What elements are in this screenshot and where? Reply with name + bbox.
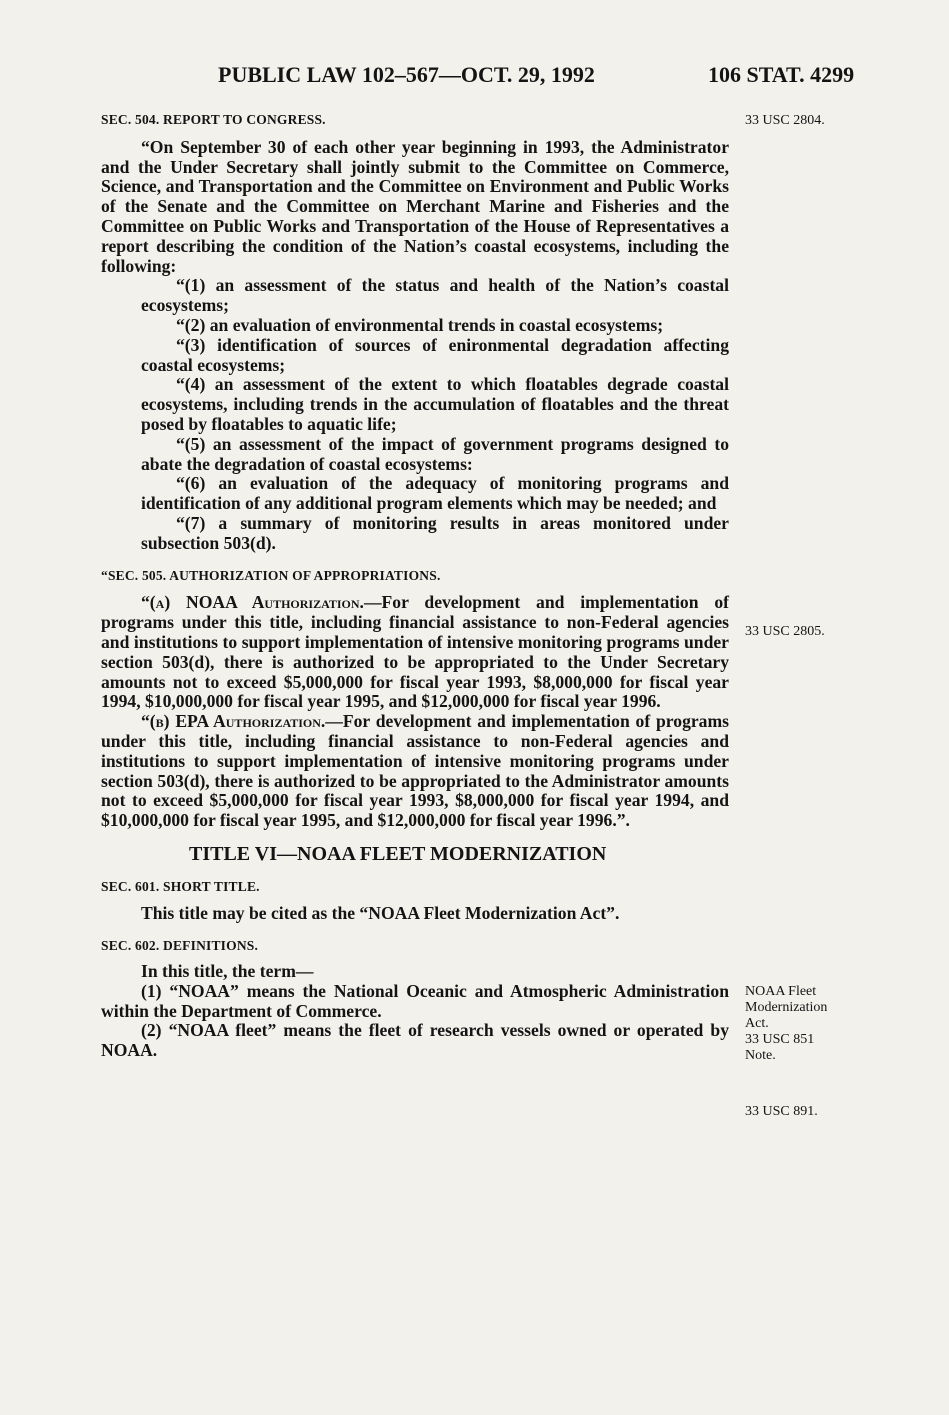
public-law-header: PUBLIC LAW 102–567—OCT. 29, 1992 [218, 62, 595, 87]
sec-602-intro: In this title, the term— [141, 961, 314, 982]
list-item: “(2) an evaluation of environmental trends in coastal ecosystems; [176, 314, 664, 335]
margin-line: Act. [745, 1016, 769, 1031]
margin-line: NOAA Fleet [745, 984, 817, 999]
stat-page-number: 106 STAT. 4299 [708, 62, 855, 87]
margin-note-2804: 33 USC 2804. [745, 113, 825, 128]
title-vi-heading: TITLE VI—NOAA FLEET MODERNIZATION [189, 842, 607, 865]
sec-601-text: This title may be cited as the “NOAA Fleet Modernization Act”. [141, 903, 620, 924]
list-item: (2) “NOAA fleet” means the fleet of research vessels owned or operated by NOAA. [101, 1020, 729, 1061]
margin-line: Note. [745, 1048, 776, 1063]
subsection-text: —For development and implementation of programs under this title, including financial assistance to non-Federal agencies and institutions to support implementation of intensive monitoring programs under section 503(d), there is authorized to be appropriated to the Administrator amounts not to exceed $5,000,000 for fiscal year 1993, $8,000,000 for fiscal year 1994, and $10,000,000 for fiscal year 1995, and $12,000,000 for fiscal year 1996.”. [101, 711, 729, 831]
margin-note-fleet-act [745, 984, 827, 1064]
main-text [101, 110, 729, 1061]
list-item: (1) “NOAA” means the National Oceanic and Atmospheric Administration within the Department of Commerce. [101, 980, 729, 1021]
subsection-label: “(b) EPA Authorization. [141, 711, 326, 732]
margin-line: 33 USC 851 [745, 1032, 815, 1047]
sec-601-heading: SEC. 601. SHORT TITLE. [101, 878, 260, 894]
sec-505-a [101, 593, 729, 712]
list-item: “(6) an evaluation of the adequacy of monitoring programs and identification of any additional program elements which may be needed; and [141, 473, 729, 514]
sec-505-b [101, 712, 729, 831]
list-item: “(5) an assessment of the impact of government programs designed to abate the degradation of coastal ecosystems: [141, 433, 729, 474]
list-item: “(4) an assessment of the extent to which floatables degrade coastal ecosystems, including trends in the accumulation of floatables and the threat posed by floatables to aquatic life; [141, 374, 729, 434]
subsection-text: —For development and implementation of programs under this title, including financial assistance to non-Federal agencies and institutions to support implementation of intensive monitoring programs under section 503(d), there is authorized to be appropriated to the Under Secretary amounts not to exceed $5,000,000 for fiscal year 1993, $8,000,000 for fiscal year 1994, $10,000,000 for fiscal year 1995, and $12,000,000 for fiscal year 1996. [101, 592, 729, 712]
list-item: “(7) a summary of monitoring results in areas monitored under subsection 503(d). [141, 512, 729, 553]
margin-line: Modernization [745, 1000, 828, 1015]
list-item: “(3) identification of sources of enironmental degradation affecting coastal ecosystems; [141, 334, 729, 375]
subsection-label: “(a) NOAA Authorization. [141, 592, 364, 613]
sec-505-heading: “SEC. 505. AUTHORIZATION OF APPROPRIATIONS. [101, 567, 441, 583]
margin-note-891: 33 USC 891. [745, 1104, 818, 1119]
sec-602-heading: SEC. 602. DEFINITIONS. [101, 938, 259, 954]
sec-504-heading: SEC. 504. REPORT TO CONGRESS. [101, 112, 326, 127]
sec-504-intro: “On September 30 of each other year beginning in 1993, the Administrator and the Under Secretary shall jointly submit to the Committee on Commerce, Science, and Transportation and the Committee on Environment and Public Works of the Senate and the Committee on Merchant Marine and Fisheries and the Committee on Public Works and Transportation of the House of Representatives a report describing the condition of the Nation’s coastal ecosystems, including the following: [101, 136, 729, 276]
margin-note-2805: 33 USC 2805. [745, 624, 825, 639]
list-item: “(1) an assessment of the status and health of the Nation’s coastal ecosystems; [141, 275, 729, 316]
